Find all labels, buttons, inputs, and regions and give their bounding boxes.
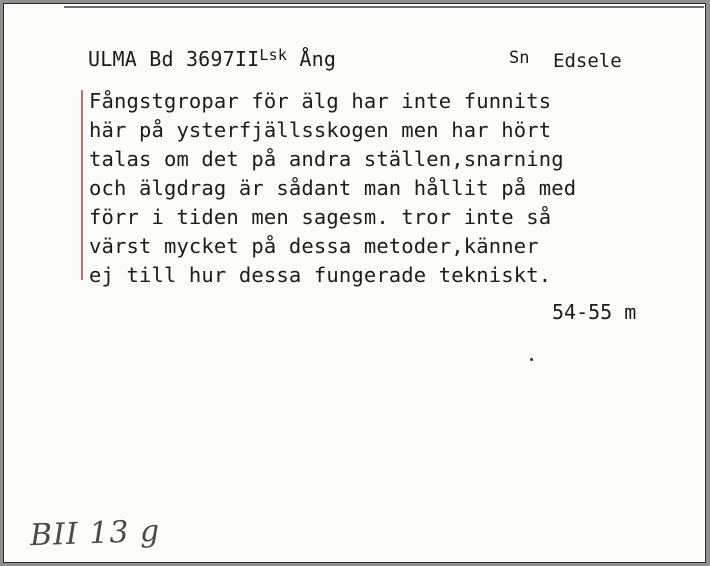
body-line-7: ej till hur dessa fungerade tekniskt.	[89, 263, 552, 287]
body-line-4: och älgdrag är sådant man hållit på med	[89, 176, 577, 200]
card-header-left	[88, 47, 336, 71]
body-line-2: här på ysterfjällsskogen men har hört	[89, 118, 552, 142]
ink-dot	[530, 358, 533, 361]
parish-name: Edsele	[553, 50, 622, 72]
body-line-5: förr i tiden men sagesm. tror inte så	[89, 205, 552, 229]
top-edge-line	[64, 6, 704, 8]
body-line-3: talas om det på andra ställen,snarning	[89, 147, 564, 171]
card-body-text	[89, 87, 576, 290]
informant-age-note: 54-55 m	[552, 300, 637, 324]
red-margin-line	[81, 90, 83, 280]
record-superscript: Lsk	[259, 46, 288, 64]
archive-code: ULMA	[88, 47, 137, 71]
parish-label: Sn	[509, 48, 530, 68]
body-line-1: Fångstgropar för älg har inte funnits	[89, 89, 552, 113]
handwritten-shelf-mark: BII 13 g	[29, 513, 161, 554]
place-name: Ång	[299, 47, 337, 71]
record-number: Bd 3697II	[149, 47, 260, 71]
archive-index-card	[3, 3, 706, 563]
body-line-6: värst mycket på dessa metoder,känner	[89, 234, 539, 258]
